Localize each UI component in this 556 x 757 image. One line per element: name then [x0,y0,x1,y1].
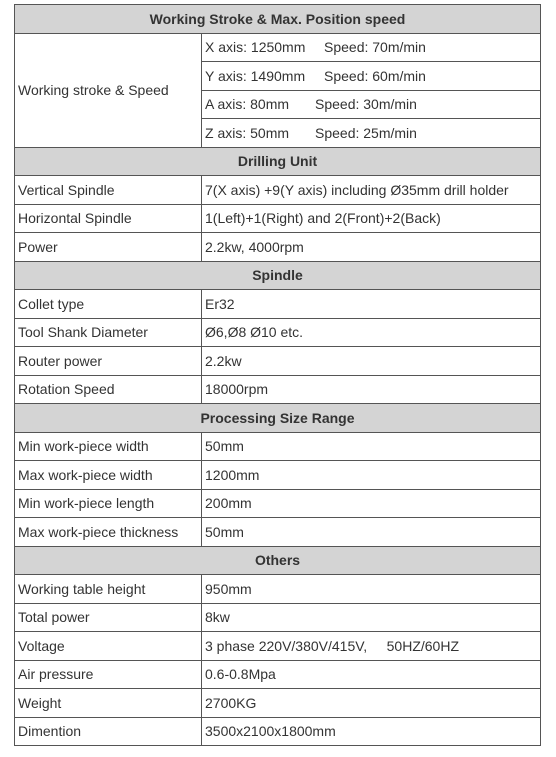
row-value: 2700KG [202,689,541,718]
row-label: Total power [15,603,202,632]
table-row [15,233,541,262]
row-label: Working table height [15,575,202,604]
row-label: Working stroke & Speed [15,33,202,147]
row-label: Max work-piece width [15,461,202,490]
row-value: 1200mm [202,461,541,490]
table-row [15,717,541,746]
section-header-row [15,5,541,34]
row-label: Max work-piece thickness [15,518,202,547]
row-value: 950mm [202,575,541,604]
row-label: Router power [15,347,202,376]
table-row [15,33,541,62]
spec-table [14,4,541,746]
table-row [15,461,541,490]
row-value: 50mm [202,518,541,547]
table-row [15,689,541,718]
table-row [15,575,541,604]
table-row [15,204,541,233]
row-value: 0.6-0.8Mpa [202,660,541,689]
row-value: 200mm [202,489,541,518]
section-title-spindle: Spindle [15,261,541,290]
axis-speed: Speed: 60m/min [324,67,426,84]
row-value: Ø6,Ø8 Ø10 etc. [202,318,541,347]
row-label: Air pressure [15,660,202,689]
row-label: Horizontal Spindle [15,204,202,233]
section-title-processing: Processing Size Range [15,404,541,433]
table-row [15,318,541,347]
row-value [202,90,541,119]
section-title-working: Working Stroke & Max. Position speed [15,5,541,34]
table-row [15,176,541,205]
row-value [202,62,541,91]
row-value: 2.2kw, 4000rpm [202,233,541,262]
row-label: Vertical Spindle [15,176,202,205]
row-value: 8kw [202,603,541,632]
section-header-row [15,147,541,176]
row-label: Voltage [15,632,202,661]
row-label: Min work-piece length [15,489,202,518]
row-value: 3 phase 220V/380V/415V, 50HZ/60HZ [202,632,541,661]
table-row [15,290,541,319]
row-value: 50mm [202,432,541,461]
table-row [15,603,541,632]
section-title-others: Others [15,546,541,575]
axis-stroke: A axis: 80mm [205,96,290,113]
row-label: Rotation Speed [15,375,202,404]
row-value: 1(Left)+1(Right) and 2(Front)+2(Back) [202,204,541,233]
axis-stroke: Z axis: 50mm [205,124,290,141]
axis-speed: Speed: 25m/min [315,124,417,141]
axis-stroke: X axis: 1250mm [205,39,306,56]
row-value: 2.2kw [202,347,541,376]
table-row [15,347,541,376]
row-label: Min work-piece width [15,432,202,461]
row-value: Er32 [202,290,541,319]
row-value: 7(X axis) +9(Y axis) including Ø35mm drill holder [202,176,541,205]
row-value: 18000rpm [202,375,541,404]
row-label: Collet type [15,290,202,319]
section-title-drilling: Drilling Unit [15,147,541,176]
row-label: Tool Shank Diameter [15,318,202,347]
row-value: 3500x2100x1800mm [202,717,541,746]
row-label: Power [15,233,202,262]
row-value [202,33,541,62]
table-row [15,375,541,404]
section-header-row [15,404,541,433]
row-label: Dimention [15,717,202,746]
row-value [202,119,541,148]
section-header-row [15,261,541,290]
section-header-row [15,546,541,575]
table-row [15,518,541,547]
table-row [15,432,541,461]
table-row [15,489,541,518]
table-row [15,660,541,689]
axis-speed: Speed: 30m/min [315,96,417,113]
axis-stroke: Y axis: 1490mm [205,67,306,84]
axis-speed: Speed: 70m/min [324,39,426,56]
table-row [15,632,541,661]
row-label: Weight [15,689,202,718]
